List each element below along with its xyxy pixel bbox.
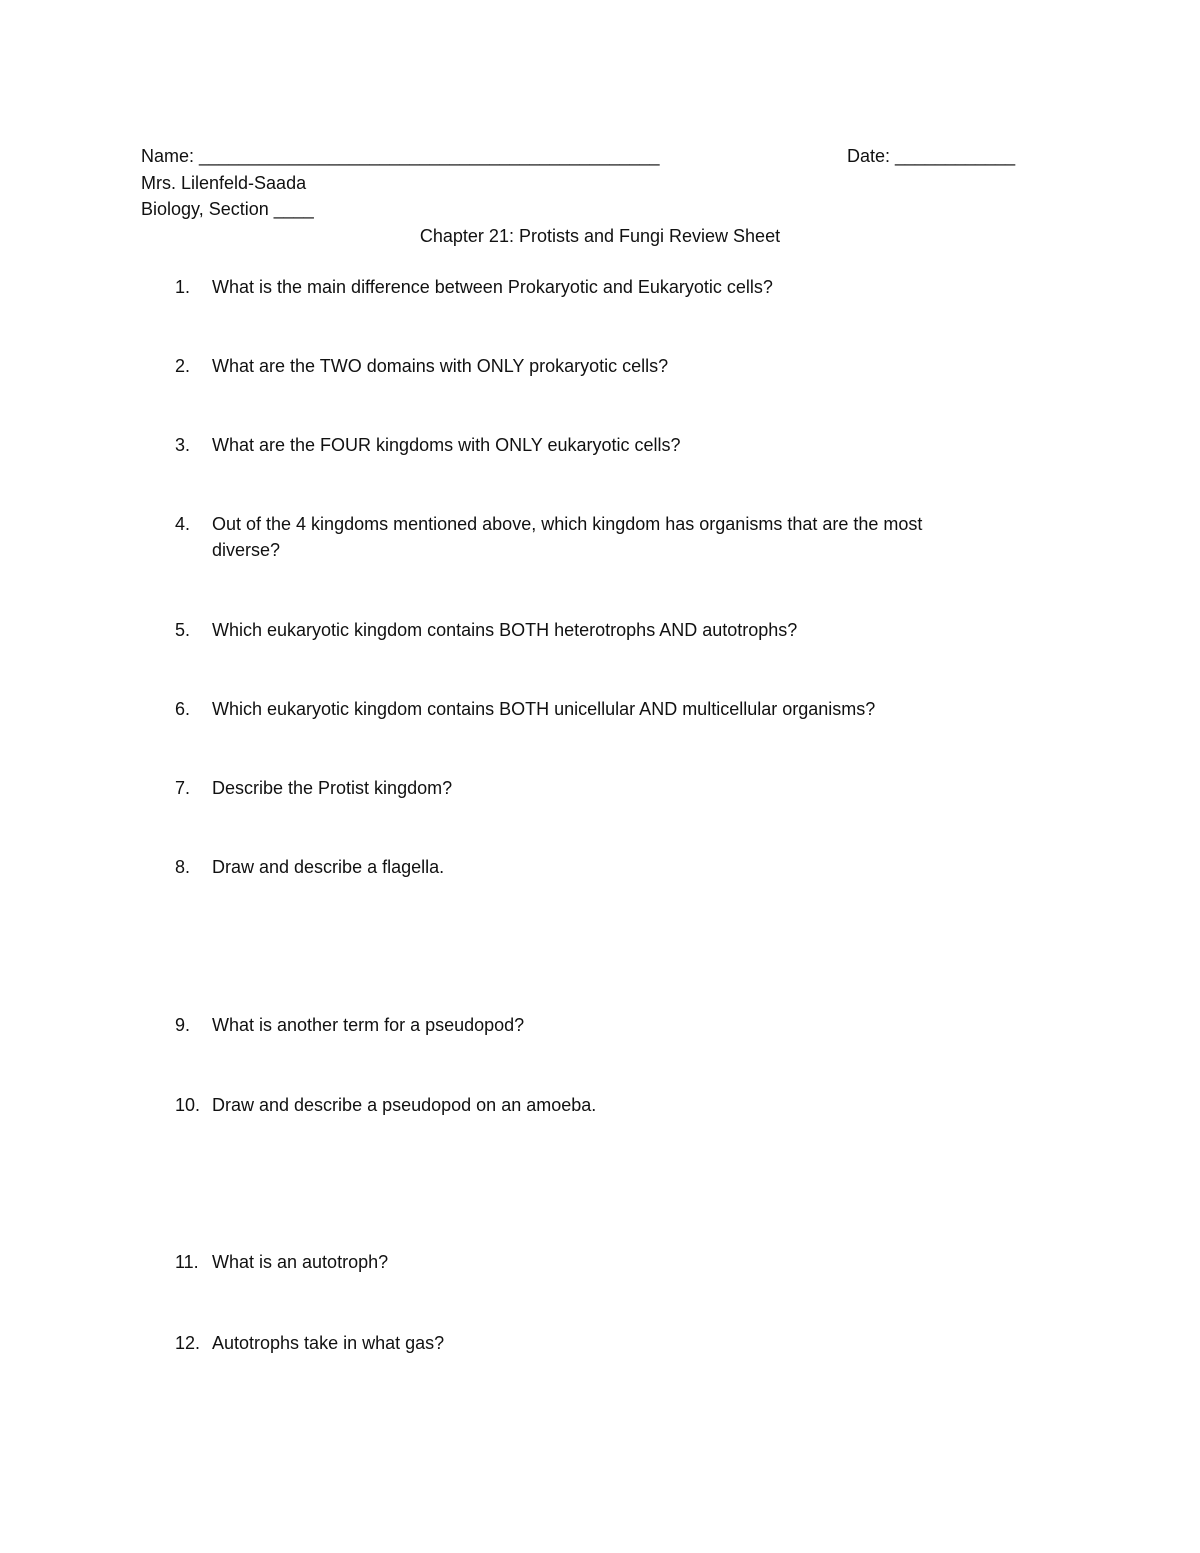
question-number: 9. bbox=[175, 1015, 191, 1035]
question-item bbox=[175, 353, 1025, 379]
date-field-label: Date: ____________ bbox=[847, 146, 1016, 166]
question-text: What are the TWO domains with ONLY prokaryotic cells? bbox=[212, 356, 669, 376]
question-item bbox=[175, 775, 1025, 801]
question-text: Which eukaryotic kingdom contains BOTH heterotrophs AND autotrophs? bbox=[212, 620, 798, 640]
question-text: What is the main difference between Prokaryotic and Eukaryotic cells? bbox=[212, 277, 773, 297]
worksheet-title: Chapter 21: Protists and Fungi Review Sheet bbox=[419, 226, 781, 246]
teacher-name: Mrs. Lilenfeld-Saada bbox=[141, 173, 307, 193]
question-item bbox=[175, 1012, 1025, 1038]
question-item bbox=[175, 1092, 1025, 1118]
question-text: What is an autotroph? bbox=[212, 1252, 389, 1272]
question-number: 8. bbox=[175, 857, 191, 877]
question-text: What is another term for a pseudopod? bbox=[212, 1015, 525, 1035]
question-text: Draw and describe a pseudopod on an amoeba. bbox=[212, 1095, 597, 1115]
question-number: 5. bbox=[175, 620, 191, 640]
question-text: Autotrophs take in what gas? bbox=[212, 1333, 445, 1353]
question-number: 2. bbox=[175, 356, 191, 376]
question-number: 11. bbox=[175, 1252, 199, 1272]
question-number: 12. bbox=[175, 1333, 201, 1353]
question-item bbox=[175, 617, 1025, 643]
question-text: Draw and describe a flagella. bbox=[212, 857, 445, 877]
question-number: 6. bbox=[175, 699, 191, 719]
question-item bbox=[175, 854, 1025, 880]
name-field-label: Name: ______________________________________________ bbox=[141, 146, 660, 166]
question-item bbox=[175, 1330, 1025, 1356]
question-number: 10. bbox=[175, 1095, 201, 1115]
question-number: 3. bbox=[175, 435, 191, 455]
question-text: Out of the 4 kingdoms mentioned above, which kingdom has organisms that are the most diverse? bbox=[212, 514, 923, 560]
question-number: 4. bbox=[175, 514, 191, 534]
course-section: Biology, Section ____ bbox=[141, 199, 314, 219]
question-text: Which eukaryotic kingdom contains BOTH unicellular AND multicellular organisms? bbox=[212, 699, 876, 719]
question-text: What are the FOUR kingdoms with ONLY eukaryotic cells? bbox=[212, 435, 681, 455]
question-item bbox=[175, 1249, 1025, 1275]
question-item bbox=[175, 511, 975, 563]
question-item bbox=[175, 274, 1025, 300]
question-number: 1. bbox=[175, 277, 191, 297]
question-item bbox=[175, 432, 1025, 458]
question-text: Describe the Protist kingdom? bbox=[212, 778, 453, 798]
question-number: 7. bbox=[175, 778, 191, 798]
question-item bbox=[175, 696, 1025, 722]
